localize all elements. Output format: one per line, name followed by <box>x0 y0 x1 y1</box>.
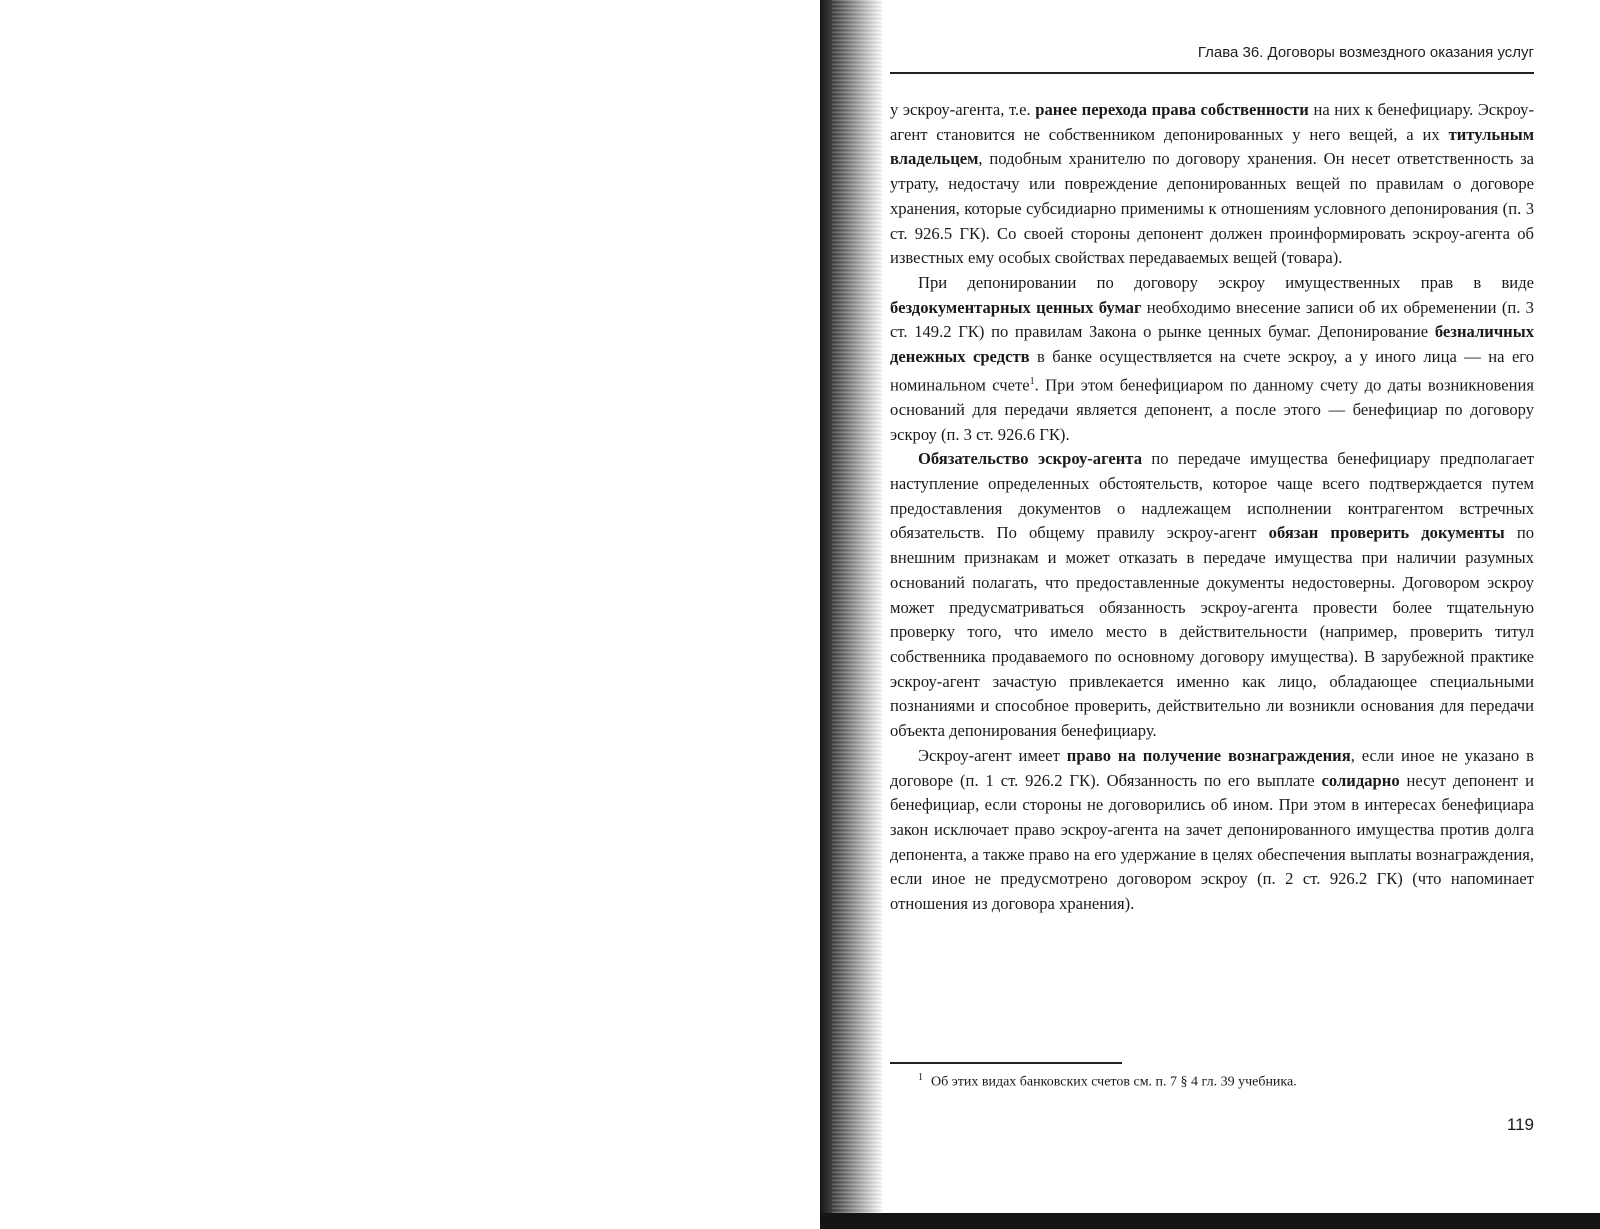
text-run: . При этом бенефициаром по данному счету до даты возникновения оснований для передачи является депонент, а после этого — бенефициар по договору эскроу (п. 3 ст. 926.6 ГК). <box>890 375 1534 444</box>
bold-term: солидарно <box>1321 770 1400 790</box>
text-run: в банке осуществляется на счете эскроу, а у иного лица — на его номинальном счете <box>890 347 1534 395</box>
paragraph-1 <box>890 98 1534 271</box>
footnote-rule <box>890 1062 1122 1064</box>
bold-term: титульным владельцем <box>890 124 1534 169</box>
footnote-mark: 1 <box>918 1072 923 1083</box>
footnote-text: Об этих видах банковских счетов см. п. 7 § 4 гл. 39 учебника. <box>931 1074 1297 1090</box>
header-rule <box>890 72 1534 74</box>
text-run: несут депонент и бенефициар, если стороны не договорились об ином. При этом в интересах бенефициара закон исключает право эскроу-агента на зачет депонированного имущества против долга депонента, а также право на его удержание в целях обеспечения выплаты вознаграждения, если иное не предусмотрено договором эскроу (п. 2 ст. 926.2 ГК) (что напоминает отношения из договора хранения). <box>890 770 1534 914</box>
bold-term: ранее перехода права собственности <box>1035 100 1309 119</box>
text-run: , если иное не указано в договоре (п. 1 ст. 926.2 ГК). Обязанность по его выплате <box>890 745 1534 790</box>
text-run: необходимо внесение записи об их обременении (п. 3 ст. 149.2 ГК) по правилам Закона о рынке ценных бумаг. Депонирование <box>890 297 1534 342</box>
paragraph-4 <box>890 744 1534 917</box>
text-run: у эскроу-агента, т.е. <box>890 100 1036 119</box>
paragraph-2 <box>890 271 1534 447</box>
scan-bottom-edge <box>820 1213 1600 1229</box>
body-text <box>890 98 1534 917</box>
text-run: по внешним признакам и может отказать в передаче имущества при наличии разумных оснований полагать, что предоставленные документы недостоверны. Договором эскроу может предусматриваться обязанность эскроу-агента провести более тщательную проверку того, что имело место в действительности (например, проверить титул собственника продаваемого по основному договору имущества). В зарубежной практике эскроу-агент зачастую привлекается именно как лицо, обладающее специальными познаниями и способное проверить, действительно ли возникли основания для передачи объекта депонирования бенефициару. <box>890 523 1534 741</box>
book-spine-texture <box>832 0 882 1229</box>
text-run: Эскроу-агент имеет <box>918 745 1067 765</box>
text-run: , подобным хранителю по договору хранения. Он несет ответственность за утрату, недостачу или повреждение депонированных вещей по правилам о договоре хранения, которые субсидиарно применимы к отношениям условного депонирования (п. 3 ст. 926.5 ГК). Со своей стороны депонент должен проинформировать эскроу-агента об известных ему особых свойствах передаваемых вещей (товара). <box>890 149 1534 268</box>
text-run: на них к бенефициару. Эскроу-агент становится не собственником депонированных у него вещей, а их <box>890 100 1535 144</box>
bold-term: обязан проверить документы <box>1268 523 1505 543</box>
text-run: При депонировании по договору эскроу имущественных прав в виде <box>918 272 1534 292</box>
bold-term: безналичных денежных средств <box>890 322 1534 367</box>
paragraph-3 <box>890 447 1534 743</box>
text-run: по передаче имущества бенефициару предполагает наступление определенных обстоятельств, которое чаще всего подтверждается путем предоставления документов о надлежащем исполнении контрагентом встречных обязательств. По общему правилу эскроу-агент <box>890 449 1535 543</box>
footnote <box>890 1068 1534 1092</box>
running-header: Глава 36. Договоры возмездного оказания услуг <box>1197 44 1534 61</box>
bold-term: право на получение вознаграждения <box>1066 745 1351 765</box>
bold-term: Обязательство эскроу-агента <box>918 449 1142 469</box>
footnote-ref: 1 <box>1029 375 1035 387</box>
page-number: 119 <box>1506 1115 1534 1134</box>
bold-term: бездокументарных ценных бумаг <box>890 297 1142 317</box>
